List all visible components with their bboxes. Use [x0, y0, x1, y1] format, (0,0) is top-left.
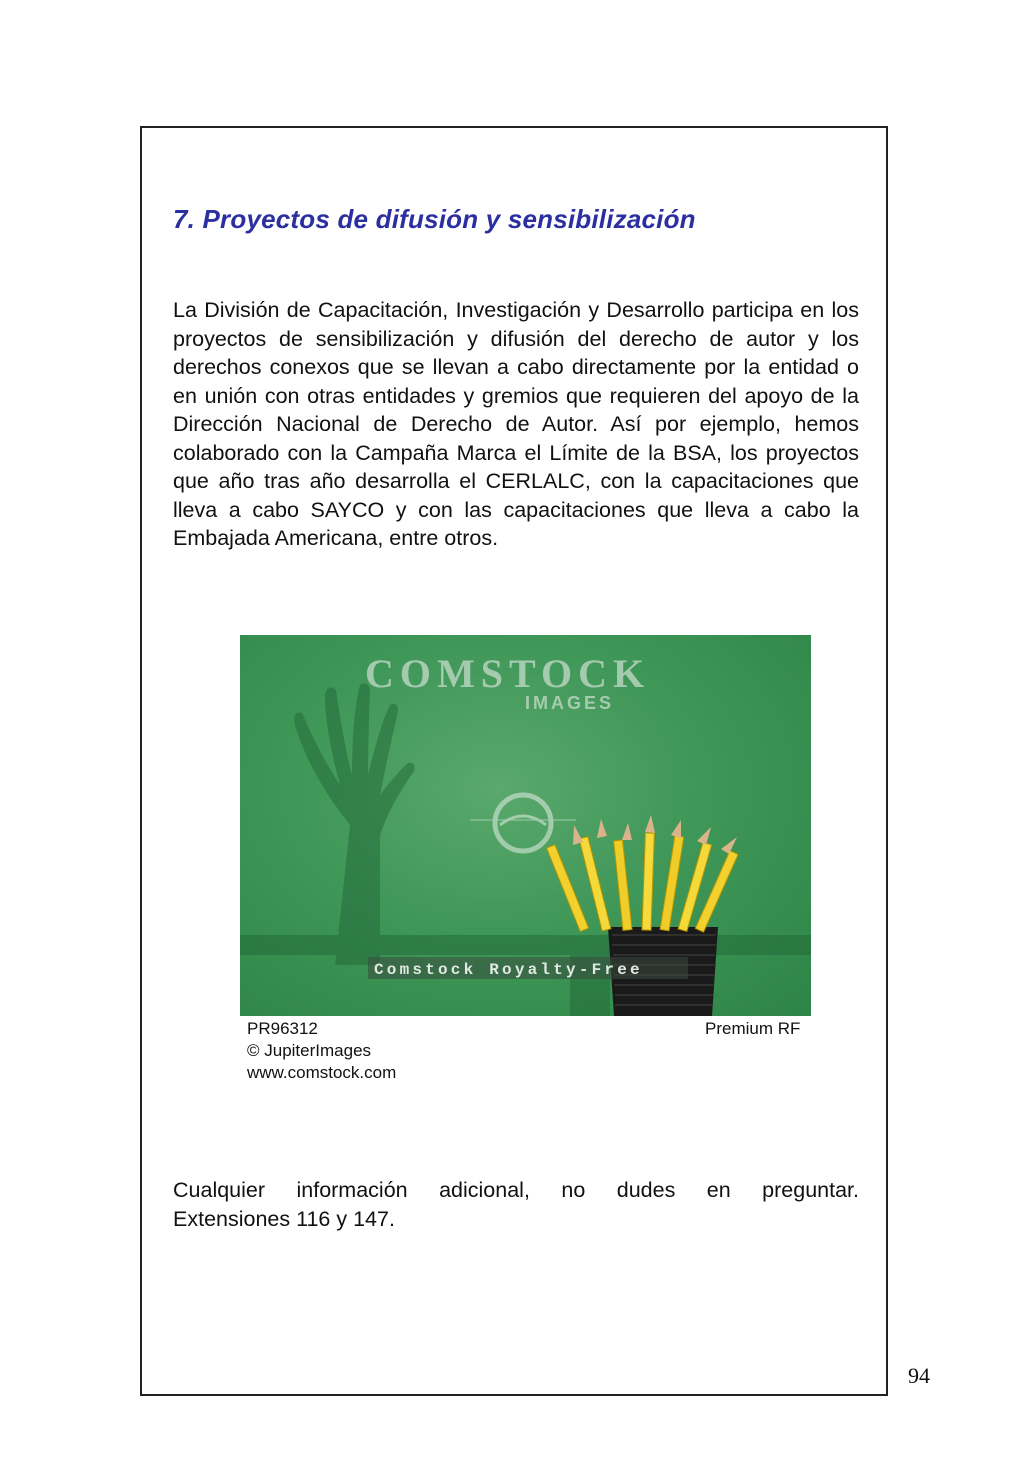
watermark-comstock: COMSTOCK [365, 651, 651, 696]
image-license: Premium RF [705, 1019, 801, 1038]
watermark-logo-icon [470, 795, 576, 851]
stock-photo-pencils [240, 635, 811, 1016]
closing-line-1: Cualquier información adicional, no dudes en preguntar. [173, 1178, 859, 1202]
body-paragraph: La División de Capacitación, Investigación y Desarrollo participa en los proyectos de sensibilización y difusión del derecho de autor y los derechos conexos que se llevan a cabo directamente por la entidad o en unión con otras entidades y gremios que requieren del apoyo de la Dirección Nacional de Derecho de Autor. Así por ejemplo, hemos colaborado con la Campaña Marca el Límite de la BSA, los proyectos que año tras año desarrolla el CERLALC, con la capacitaciones que lleva a cabo SAYCO y con las capacitaciones que lleva a cabo la Embajada Americana, entre otros. [173, 298, 859, 550]
watermark-images: IMAGES [525, 693, 615, 713]
section-heading: 7. Proyectos de difusión y sensibilización [173, 204, 696, 234]
watermark-royalty-free: Comstock Royalty-Free [374, 961, 643, 979]
image-id: PR96312 [247, 1019, 318, 1038]
closing-line-2: Extensiones 116 y 147. [173, 1207, 395, 1231]
page-number: 94 [908, 1363, 930, 1388]
yellow-pencils [547, 815, 739, 932]
image-copyright: © JupiterImages [247, 1041, 372, 1060]
image-url: www.comstock.com [247, 1063, 397, 1082]
